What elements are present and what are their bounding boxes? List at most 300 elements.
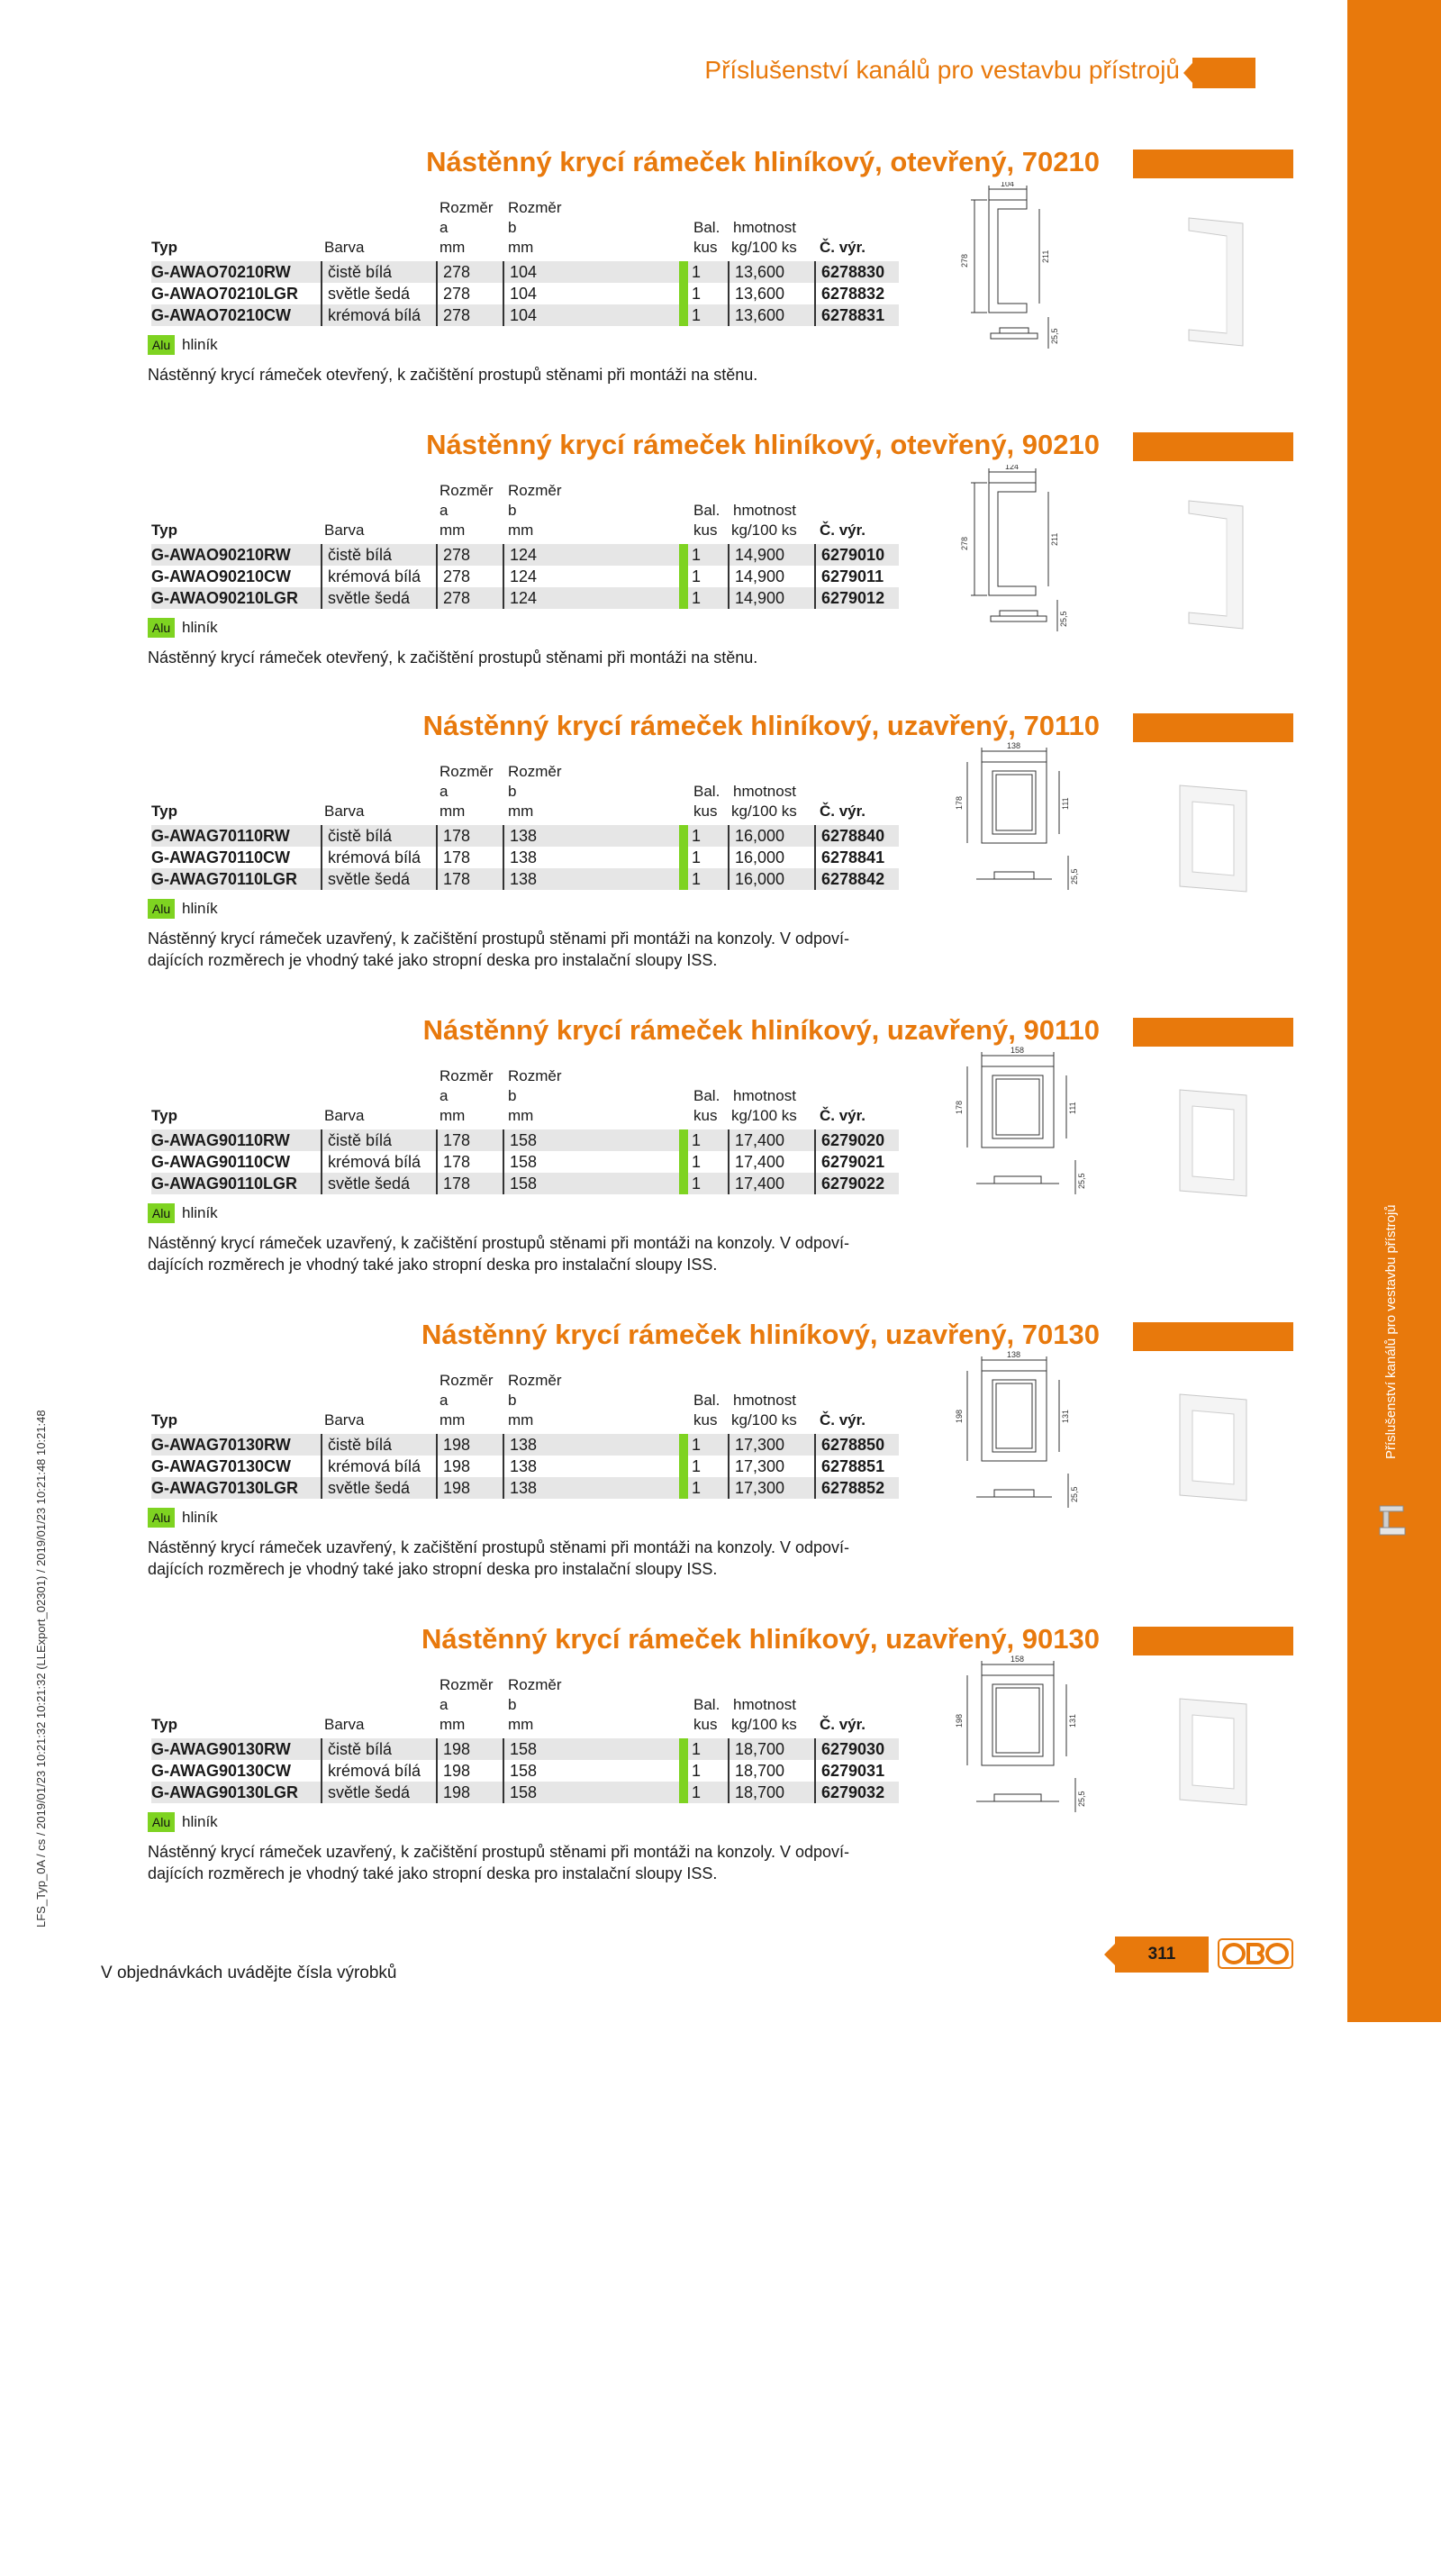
dim-depth-label: 25,5 — [1070, 1486, 1079, 1502]
cell-type: G-AWAG70130LGR — [151, 1479, 299, 1497]
column-header: Rozměr — [508, 1067, 562, 1084]
cell-type: G-AWAG70130CW — [151, 1457, 292, 1475]
dim-depth-label: 25,5 — [1077, 1791, 1086, 1807]
dim-depth-label: 25,5 — [1070, 868, 1079, 884]
cell-dim-b: 158 — [503, 1151, 537, 1173]
column-header: mm — [508, 1107, 534, 1124]
cell-weight: 18,700 — [728, 1738, 784, 1760]
description-line: Nástěnný krycí rámeček otevřený, k začištění prostupů stěnami při montáži na stěnu. — [148, 366, 758, 384]
dim-width-label: 138 — [1007, 742, 1021, 750]
dim-depth-label: 25,5 — [1077, 1173, 1086, 1189]
cell-color: světle šedá — [321, 283, 410, 304]
column-header: kg/100 ks — [731, 522, 797, 539]
availability-marker — [679, 1760, 688, 1782]
section-title: Nástěnný krycí rámeček hliníkový, uzavřený, 90130 — [421, 1623, 1100, 1655]
column-header: b — [508, 783, 517, 800]
cell-dim-a: 198 — [436, 1434, 470, 1456]
cell-weight: 14,900 — [728, 587, 784, 609]
cell-weight: 16,000 — [728, 847, 784, 868]
cell-color: světle šedá — [321, 587, 410, 609]
table-row — [151, 566, 899, 587]
left-margin-note: LFS_Typ_0A / cs / 2019/01/23 10:21:32 10:21:32 (LLExport_02301) / 2019/01/23 10:21:48 10:21:48 — [34, 1410, 48, 1927]
material-badge: Alu — [148, 618, 175, 638]
product-photo — [1171, 1387, 1252, 1522]
column-header: kus — [693, 1716, 718, 1733]
column-header: mm — [508, 1411, 534, 1429]
cell-dim-a: 178 — [436, 868, 470, 890]
column-header: b — [508, 502, 517, 519]
column-header: Barva — [324, 522, 365, 539]
cell-article-number: 6278840 — [814, 825, 884, 847]
material-badge: Alu — [148, 1812, 175, 1832]
column-header: mm — [508, 803, 534, 820]
cell-color: světle šedá — [321, 1782, 410, 1803]
column-header: mm — [440, 1716, 466, 1733]
cell-color: čistě bílá — [321, 261, 392, 283]
availability-marker — [679, 1151, 688, 1173]
availability-marker — [679, 261, 688, 283]
cell-type: G-AWAO90210LGR — [151, 589, 299, 607]
cell-dim-b: 124 — [503, 566, 537, 587]
product-section — [0, 429, 1347, 726]
cell-dim-a: 278 — [436, 261, 470, 283]
cell-article-number: 6278842 — [814, 868, 884, 890]
dim-depth-label: 25,5 — [1050, 328, 1059, 344]
cell-article-number: 6279031 — [814, 1760, 884, 1782]
product-category-icon — [1376, 1502, 1409, 1538]
dim-inner-label: 211 — [1041, 249, 1050, 263]
cell-dim-a: 198 — [436, 1760, 470, 1782]
cell-pack: 1 — [692, 1762, 702, 1780]
cell-color: krémová bílá — [321, 847, 421, 868]
cell-color: čistě bílá — [321, 1434, 392, 1456]
availability-marker — [679, 825, 688, 847]
availability-marker — [679, 304, 688, 326]
cell-dim-a: 278 — [436, 304, 470, 326]
cell-color: čistě bílá — [321, 1129, 392, 1151]
column-header: b — [508, 1696, 517, 1713]
table-row — [151, 1782, 899, 1803]
cell-pack: 1 — [692, 1479, 702, 1497]
cell-dim-a: 198 — [436, 1782, 470, 1803]
column-header: Barva — [324, 239, 365, 256]
cell-pack: 1 — [692, 589, 702, 607]
table-row — [151, 868, 899, 890]
section-title-bar — [1133, 713, 1293, 742]
column-header: Barva — [324, 1716, 365, 1733]
table-row — [151, 261, 899, 283]
dim-width-label: 158 — [1011, 1655, 1025, 1664]
column-header: a — [440, 1696, 449, 1713]
column-header: kus — [693, 522, 718, 539]
cell-article-number: 6279010 — [814, 544, 884, 566]
section-title: Nástěnný krycí rámeček hliníkový, uzavřený, 70110 — [422, 710, 1100, 741]
cell-article-number: 6279012 — [814, 587, 884, 609]
cell-weight: 13,600 — [728, 283, 784, 304]
table-row — [151, 1151, 899, 1173]
material-label: hliník — [182, 1813, 218, 1830]
table-row — [151, 1477, 899, 1499]
cell-color: krémová bílá — [321, 1760, 421, 1782]
product-photo — [1171, 778, 1252, 913]
product-photo — [1171, 1692, 1252, 1827]
cell-dim-b: 104 — [503, 283, 537, 304]
description-line: Nástěnný krycí rámeček uzavřený, k začištění prostupů stěnami při montáži na konzoly. V odpoví- — [148, 930, 850, 948]
product-photo — [1171, 1083, 1252, 1218]
dim-inner-label: 111 — [1061, 797, 1070, 810]
technical-drawing — [955, 1351, 1090, 1549]
column-header: Rozměr — [508, 763, 562, 780]
column-header: a — [440, 1087, 449, 1104]
description-line: dajících rozměrech je vhodný také jako stropní deska pro instalační sloupy ISS. — [148, 1864, 718, 1882]
description-line: Nástěnný krycí rámeček otevřený, k začištění prostupů stěnami při montáži na stěnu. — [148, 649, 758, 667]
material-badge: Alu — [148, 1203, 175, 1223]
cell-type: G-AWAO90210RW — [151, 546, 291, 564]
cell-article-number: 6279022 — [814, 1173, 884, 1194]
column-header: Typ — [151, 522, 177, 539]
cell-pack: 1 — [692, 306, 702, 324]
dim-height-label: 198 — [955, 1409, 964, 1423]
cell-weight: 13,600 — [728, 261, 784, 283]
cell-dim-a: 198 — [436, 1456, 470, 1477]
cell-dim-b: 138 — [503, 1456, 537, 1477]
technical-drawing — [955, 182, 1090, 380]
column-header: Bal. — [693, 1696, 720, 1713]
column-header: Č. výr. — [820, 803, 866, 820]
column-header: Č. výr. — [820, 522, 866, 539]
dim-height-label: 198 — [955, 1713, 964, 1728]
material-label: hliník — [182, 619, 218, 636]
availability-marker — [679, 847, 688, 868]
cell-dim-b: 138 — [503, 868, 537, 890]
material-label: hliník — [182, 336, 218, 353]
product-section — [0, 1623, 1347, 1920]
availability-marker — [679, 1738, 688, 1760]
dim-inner-label: 111 — [1068, 1102, 1077, 1114]
column-header: Typ — [151, 1716, 177, 1733]
column-header: kg/100 ks — [731, 1716, 797, 1733]
material-badge: Alu — [148, 899, 175, 919]
cell-weight: 16,000 — [728, 825, 784, 847]
cell-dim-a: 178 — [436, 1151, 470, 1173]
column-header: Bal. — [693, 1087, 720, 1104]
dim-inner-label: 211 — [1050, 532, 1059, 546]
column-header: Rozměr — [508, 482, 562, 499]
table-row — [151, 1434, 899, 1456]
column-header: kus — [693, 239, 718, 256]
section-title: Nástěnný krycí rámeček hliníkový, otevřený, 90210 — [426, 429, 1100, 460]
availability-marker — [679, 544, 688, 566]
cell-weight: 14,900 — [728, 566, 784, 587]
dim-height-label: 178 — [955, 1100, 964, 1114]
cell-type: G-AWAO90210CW — [151, 567, 292, 585]
column-header: Rozměr — [440, 1067, 494, 1084]
cell-pack: 1 — [692, 1436, 702, 1454]
table-row — [151, 1760, 899, 1782]
cell-dim-a: 198 — [436, 1477, 470, 1499]
page-header-title: Příslušenství kanálů pro vestavbu přístrojů — [704, 56, 1180, 84]
dim-inner-label: 131 — [1068, 1713, 1077, 1728]
product-section — [0, 710, 1347, 1007]
description-line: Nástěnný krycí rámeček uzavřený, k začištění prostupů stěnami při montáži na konzoly. V odpoví- — [148, 1538, 850, 1556]
technical-drawing — [955, 465, 1090, 663]
column-header: hmotnost — [733, 783, 796, 800]
cell-type: G-AWAG90130CW — [151, 1762, 292, 1780]
product-section — [0, 146, 1347, 443]
cell-dim-b: 158 — [503, 1129, 537, 1151]
column-header: Č. výr. — [820, 1107, 866, 1124]
column-header: b — [508, 219, 517, 236]
cell-dim-b: 138 — [503, 825, 537, 847]
cell-weight: 17,300 — [728, 1434, 784, 1456]
section-title-bar — [1133, 1322, 1293, 1351]
column-header: Rozměr — [440, 1676, 494, 1693]
column-header: Rozměr — [508, 199, 562, 216]
cell-color: krémová bílá — [321, 304, 421, 326]
cell-dim-a: 178 — [436, 1173, 470, 1194]
cell-type: G-AWAG90110RW — [151, 1131, 290, 1149]
availability-marker — [679, 566, 688, 587]
cell-weight: 17,300 — [728, 1477, 784, 1499]
cell-dim-b: 104 — [503, 304, 537, 326]
cell-dim-a: 178 — [436, 825, 470, 847]
cell-dim-a: 278 — [436, 283, 470, 304]
section-title: Nástěnný krycí rámeček hliníkový, otevřený, 70210 — [426, 146, 1100, 177]
material-badge: Alu — [148, 1508, 175, 1528]
dim-width-label: 124 — [1005, 465, 1020, 471]
column-header: mm — [508, 522, 534, 539]
cell-pack: 1 — [692, 1783, 702, 1801]
cell-pack: 1 — [692, 870, 702, 888]
table-row — [151, 1173, 899, 1194]
column-header: Barva — [324, 1411, 365, 1429]
cell-article-number: 6278832 — [814, 283, 884, 304]
cell-weight: 17,400 — [728, 1151, 784, 1173]
column-header: hmotnost — [733, 1696, 796, 1713]
column-header: b — [508, 1392, 517, 1409]
cell-type: G-AWAO70210CW — [151, 306, 292, 324]
cell-weight: 16,000 — [728, 868, 784, 890]
column-header: Bal. — [693, 1392, 720, 1409]
cell-article-number: 6278830 — [814, 261, 884, 283]
cell-dim-b: 138 — [503, 1434, 537, 1456]
column-header: Rozměr — [508, 1372, 562, 1389]
availability-marker — [679, 1456, 688, 1477]
cell-dim-b: 158 — [503, 1760, 537, 1782]
cell-type: G-AWAO70210RW — [151, 263, 291, 281]
cell-dim-a: 178 — [436, 1129, 470, 1151]
column-header: Rozměr — [440, 482, 494, 499]
product-photo — [1171, 497, 1252, 632]
cell-pack: 1 — [692, 1175, 702, 1193]
table-row — [151, 304, 899, 326]
column-header: a — [440, 219, 449, 236]
cell-dim-b: 138 — [503, 847, 537, 868]
cell-color: čistě bílá — [321, 544, 392, 566]
cell-color: krémová bílá — [321, 1151, 421, 1173]
cell-type: G-AWAG90130RW — [151, 1740, 291, 1758]
table-row — [151, 283, 899, 304]
cell-article-number: 6278831 — [814, 304, 884, 326]
column-header: hmotnost — [733, 219, 796, 236]
cell-article-number: 6279032 — [814, 1782, 884, 1803]
dim-width-label: 158 — [1011, 1047, 1025, 1055]
column-header: kus — [693, 1411, 718, 1429]
column-header: hmotnost — [733, 1087, 796, 1104]
table-row — [151, 544, 899, 566]
cell-type: G-AWAG70110RW — [151, 827, 290, 845]
dim-depth-label: 25,5 — [1059, 611, 1068, 627]
product-section — [0, 1014, 1347, 1311]
column-header: mm — [440, 1411, 466, 1429]
technical-drawing — [955, 742, 1090, 940]
cell-color: krémová bílá — [321, 1456, 421, 1477]
column-header: mm — [508, 1716, 534, 1733]
cell-pack: 1 — [692, 546, 702, 564]
description-line: dajících rozměrech je vhodný také jako stropní deska pro instalační sloupy ISS. — [148, 1560, 718, 1578]
availability-marker — [679, 1434, 688, 1456]
column-header: Bal. — [693, 502, 720, 519]
column-header: kus — [693, 803, 718, 820]
column-header: a — [440, 783, 449, 800]
cell-dim-b: 158 — [503, 1738, 537, 1760]
column-header: Č. výr. — [820, 1411, 866, 1429]
cell-article-number: 6278852 — [814, 1477, 884, 1499]
cell-color: světle šedá — [321, 868, 410, 890]
side-tab-label: Příslušenství kanálů pro vestavbu přístrojů — [1383, 1204, 1399, 1459]
column-header: Bal. — [693, 219, 720, 236]
cell-weight: 14,900 — [728, 544, 784, 566]
cell-pack: 1 — [692, 1153, 702, 1171]
section-title: Nástěnný krycí rámeček hliníkový, uzavřený, 70130 — [421, 1319, 1100, 1350]
cell-type: G-AWAG90110CW — [151, 1153, 291, 1171]
table-row — [151, 1738, 899, 1760]
table-row — [151, 825, 899, 847]
technical-drawing — [955, 1047, 1090, 1245]
cell-type: G-AWAG90130LGR — [151, 1783, 299, 1801]
column-header: hmotnost — [733, 1392, 796, 1409]
cell-type: G-AWAO70210LGR — [151, 285, 299, 303]
cell-dim-b: 158 — [503, 1782, 537, 1803]
column-header: kg/100 ks — [731, 803, 797, 820]
column-header: Č. výr. — [820, 239, 866, 256]
cell-type: G-AWAG70130RW — [151, 1436, 291, 1454]
dim-width-label: 104 — [1001, 182, 1015, 188]
dim-width-label: 138 — [1007, 1351, 1021, 1359]
column-header: a — [440, 1392, 449, 1409]
cell-pack: 1 — [692, 567, 702, 585]
cell-color: čistě bílá — [321, 825, 392, 847]
cell-dim-b: 158 — [503, 1173, 537, 1194]
column-header: kg/100 ks — [731, 1411, 797, 1429]
column-header: mm — [440, 803, 466, 820]
table-row — [151, 847, 899, 868]
cell-color: světle šedá — [321, 1477, 410, 1499]
column-header: Typ — [151, 239, 177, 256]
cell-weight: 17,400 — [728, 1129, 784, 1151]
cell-type: G-AWAG70110LGR — [151, 870, 298, 888]
technical-drawing — [955, 1655, 1090, 1854]
product-section — [0, 1319, 1347, 1616]
cell-article-number: 6279011 — [814, 566, 884, 587]
description-line: Nástěnný krycí rámeček uzavřený, k začištění prostupů stěnami při montáži na konzoly. V odpoví- — [148, 1234, 850, 1252]
page-number: 311 — [1115, 1937, 1209, 1973]
dim-height-label: 278 — [960, 536, 969, 550]
cell-pack: 1 — [692, 285, 702, 303]
availability-marker — [679, 1782, 688, 1803]
cell-article-number: 6278850 — [814, 1434, 884, 1456]
column-header: Barva — [324, 1107, 365, 1124]
column-header: kg/100 ks — [731, 239, 797, 256]
column-header: Č. výr. — [820, 1716, 866, 1733]
column-header: b — [508, 1087, 517, 1104]
material-badge: Alu — [148, 335, 175, 355]
cell-dim-a: 278 — [436, 544, 470, 566]
column-header: a — [440, 502, 449, 519]
cell-dim-a: 178 — [436, 847, 470, 868]
cell-weight: 17,300 — [728, 1456, 784, 1477]
column-header: mm — [440, 522, 466, 539]
cell-pack: 1 — [692, 1740, 702, 1758]
cell-pack: 1 — [692, 827, 702, 845]
table-row — [151, 1456, 899, 1477]
availability-marker — [679, 1477, 688, 1499]
column-header: Typ — [151, 1411, 177, 1429]
cell-pack: 1 — [692, 1457, 702, 1475]
cell-weight: 17,400 — [728, 1173, 784, 1194]
dim-height-label: 178 — [955, 795, 964, 810]
section-title-bar — [1133, 1627, 1293, 1655]
table-row — [151, 587, 899, 609]
header-tab — [1192, 58, 1255, 88]
column-header: Rozměr — [440, 763, 494, 780]
cell-weight: 18,700 — [728, 1782, 784, 1803]
cell-dim-b: 124 — [503, 587, 537, 609]
cell-article-number: 6279030 — [814, 1738, 884, 1760]
side-tab-strip — [1347, 0, 1441, 2022]
dim-inner-label: 131 — [1061, 1409, 1070, 1423]
cell-type: G-AWAG70110CW — [151, 848, 291, 866]
cell-article-number: 6279021 — [814, 1151, 884, 1173]
material-label: hliník — [182, 1509, 218, 1526]
cell-article-number: 6278851 — [814, 1456, 884, 1477]
material-label: hliník — [182, 900, 218, 917]
column-header: kg/100 ks — [731, 1107, 797, 1124]
availability-marker — [679, 283, 688, 304]
description-line: dajících rozměrech je vhodný také jako stropní deska pro instalační sloupy ISS. — [148, 951, 718, 969]
availability-marker — [679, 1173, 688, 1194]
description-line: Nástěnný krycí rámeček uzavřený, k začištění prostupů stěnami při montáži na konzoly. V odpoví- — [148, 1843, 850, 1861]
column-header: mm — [440, 239, 466, 256]
obo-logo — [1218, 1938, 1293, 1969]
cell-color: krémová bílá — [321, 566, 421, 587]
column-header: mm — [508, 239, 534, 256]
cell-weight: 13,600 — [728, 304, 784, 326]
description-line: dajících rozměrech je vhodný také jako stropní deska pro instalační sloupy ISS. — [148, 1256, 718, 1274]
cell-color: čistě bílá — [321, 1738, 392, 1760]
section-title-bar — [1133, 1018, 1293, 1047]
table-row — [151, 1129, 899, 1151]
column-header: Rozměr — [440, 1372, 494, 1389]
availability-marker — [679, 587, 688, 609]
cell-dim-a: 278 — [436, 587, 470, 609]
availability-marker — [679, 1129, 688, 1151]
product-photo — [1171, 214, 1252, 349]
cell-pack: 1 — [692, 263, 702, 281]
footer-note: V objednávkách uvádějte čísla výrobků — [101, 1964, 397, 1982]
availability-marker — [679, 868, 688, 890]
material-label: hliník — [182, 1204, 218, 1221]
